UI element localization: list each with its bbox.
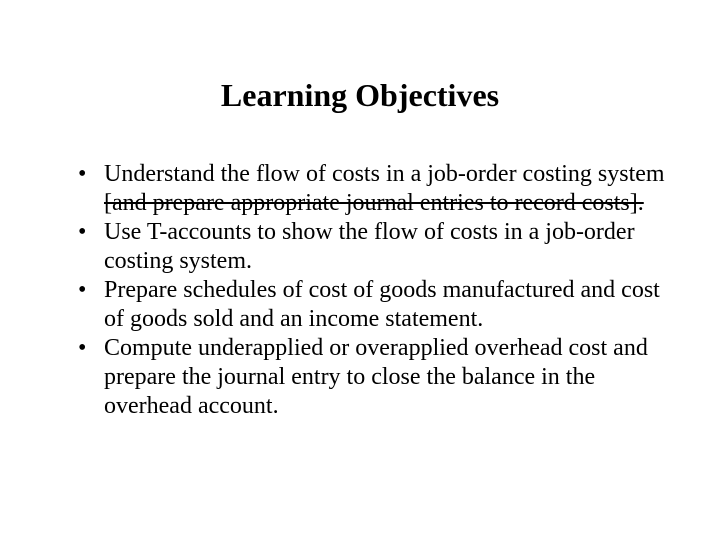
objective-item-3 [78, 276, 678, 334]
objective-text: Use T-accounts to show the flow of costs in a job-order costing system. [104, 219, 635, 274]
slide-title: Learning Objectives [220, 77, 500, 113]
struck-through-text: [and prepare appropriate journal entries to record costs]. [104, 190, 644, 216]
objectives-list [78, 160, 678, 421]
objective-item-2 [78, 218, 678, 276]
objective-item-1 [78, 160, 678, 218]
objective-text: Prepare schedules of cost of goods manufactured and cost of goods sold and an income statement. [104, 277, 660, 332]
objective-item-4 [78, 334, 678, 421]
bullet-icon: • [78, 219, 87, 245]
objective-text: Understand the flow of costs in a job-order costing system [104, 161, 665, 187]
bullet-icon: • [78, 277, 87, 303]
objective-text: Compute underapplied or overapplied overhead cost and prepare the journal entry to close the balance in the overhead account. [104, 335, 648, 419]
bullet-icon: • [78, 161, 87, 187]
bullet-icon: • [78, 335, 87, 361]
